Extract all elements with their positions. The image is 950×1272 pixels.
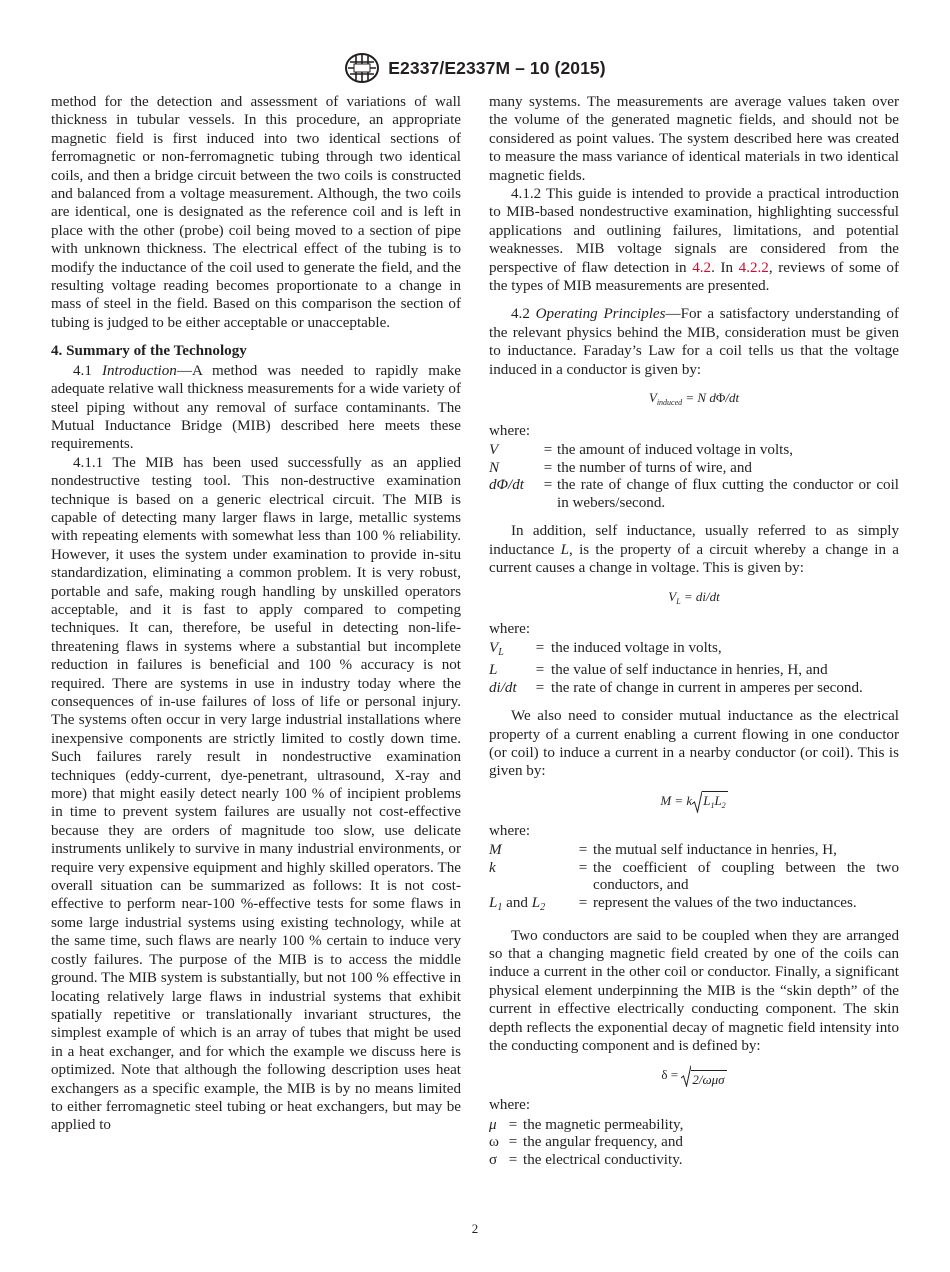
paragraph-self-inductance: In addition, self inductance, usually referred to as simply inductance L, is the property of a circuit whereby a change in a current causes a change in voltage. This is given by: [489, 523, 899, 577]
definition-row: k = the coefficient of coupling between the two conductors, and [489, 859, 899, 894]
definition-row: N = the number of turns of wire, and [489, 459, 752, 476]
left-column [51, 93, 461, 1135]
paragraph-title: Introduction [101, 362, 177, 379]
definitions-mutual-inductance [489, 842, 899, 916]
equation-mutual-inductance: M = k $L_1L_2$ [489, 791, 899, 813]
definition-row: σ = the electrical conductivity. [489, 1151, 683, 1168]
definition-row: L = the value of self inductance in henries, H, and [489, 661, 828, 678]
where-label: where: [489, 822, 531, 839]
definition-row: ω = the angular frequency, and [489, 1134, 683, 1151]
equation-skin-depth: δ = 2/ωμσ [661, 1067, 725, 1088]
section-heading: 4. Summary of the Technology [51, 343, 247, 360]
standard-designation: E2337/E2337M – 10 (2015) [388, 57, 606, 78]
definition-row: di/dt = the rate of change in current in amperes per second. [489, 679, 863, 696]
sqrt-symbol: 2/ωμσ [681, 1065, 726, 1087]
sqrt-symbol: $L_1L_2$ [692, 791, 727, 813]
where-label: where: [489, 1097, 531, 1114]
paragraph-many-systems: many systems. The measurements are average values taken over the volume of the generated magnetic fields, and should not be considered as point values. The system described here was created to measure the mass variance of identical materials in two identical magnetic fields. [489, 94, 899, 184]
where-label: where: [489, 620, 531, 637]
equation-self-inductance: $V_L = di/dt$ [668, 588, 720, 606]
definition-row: μ = the magnetic permeability, [489, 1116, 684, 1133]
paragraph-body: —A method was needed to rapidly make adequate relative wall thickness measurements for a wide variety of steel piping without any removal of surface contaminants. The Mutual Inductance Bridge (MIB) described here meets these requirements. [51, 362, 461, 453]
paragraph-number: 4.1 [73, 362, 92, 379]
equation-faraday: $V_{induced} = N$ dΦ/dt [648, 390, 740, 408]
paragraph-method: method for the detection and assessment of variations of wall thickness in tubular vessels. In this procedure, an appropriate magnetic field is first induced into two identical sections of ferromagnetic or non-ferromagnetic tubing through two identical coils, and then a bridge circuit between the two coils is constructed and balanced from a voltage measurement. Although, the two coils are identical, one is designated as the reference coil and is left in place with the other (probe) coil being moved to a section of pipe with unknown thickness. The electrical effect of the tubing is to modify the inductance of the coil used to generate the field, and the resulting voltage reading becomes proportionate to a change in mass of steel in the field. Based on this comparison the section of tubing is judged to be either acceptable or unacceptable. [51, 94, 461, 331]
paragraph-4-1-1: 4.1.1 The MIB has been used successfully as an applied nondestructive testing tool. This non-destructive examination technique is based on a generic electrical circuit. The MIB is capable of detecting many larger flaws in large, metallic systems with repeating elements with somewhat less than 100 % reliability. However, it uses the system under examination to provide in-situ standardization, eliminating a common problem. It is very robust, portable and safe, making rough handling by unskilled operators acceptable, and it is fast to apply compared to competing techniques. It can, therefore, be useful in detecting non-life-threatening flaws in systems where a substantial but incomplete reduction in failures is beneficial and 100 % accuracy is not required. There are systems in use in industry today where the consequences of in-use failures of loss of life or personal injury. The systems often occur in very large industrial installations where inexpensive components are strictly limited to costly down time. Such failures rarely result in nondestructive examination techniques (eddy-current, dye-penetrant, ultrasound, X-ray and more) that might easily detect nearly 100 % of incipient problems in time to prevent system failures are usually not cost-effective because they are orders of magnitude too slow, use delicate instruments unlikely to survive in many industrial environments, or require very expensive equipment and highly skilled operators. The overall situation can be summarized as follows: It is not cost-effective to perform near-100 %-effective tests for some flaws in some large industrial systems using existing technology, while at the same time, such flaws are nearly 100 % certain to induce very costly failures. The purpose of the MIB is to access the middle ground. The MIB system is substantially, but not 100 % effective in locating relatively large flaws in industrial systems that exhibit spatially repetitive or translationally invariant structures, the simplest example of which is an array of tubes that might be used in a heat exchanger, and for which the example we discuss here is optimized. Note that although the following description uses heat exchangers as a specific example, the MIB is by no means limited to either ferromagnetic steel tubing or heat exchangers, but may be applied to [51, 454, 461, 1134]
definitions-faraday [489, 442, 899, 512]
definition-row: $L_1$ and $L_2$ = represent the values of the two inductances. [489, 894, 857, 913]
paragraph-introduction [51, 362, 461, 454]
page-header [0, 52, 950, 84]
paragraph-4-1-2: 4.1.2 This guide is intended to provide a practical introduction to MIB-based nondestructive examination, highlighting successful applications and outlining failures, limitations, and potential weaknesses. MIB voltage signals are considered from the perspective of flaw detection in 4.2. In 4.2.2, reviews of some of the types of MIB measurements are presented. [489, 186, 899, 295]
link-section-4-2-2[interactable]: 4.2.2 [738, 259, 769, 276]
astm-logo-icon [344, 52, 380, 84]
paragraph-mutual-inductance: We also need to consider mutual inductance as the electrical property of a current enabling a current flowing in one conductor (or coil) to induce a current in a nearby conductor (or coil). This is given by: [489, 708, 899, 780]
paragraph-title: Operating Principles [535, 306, 666, 323]
definition-row: $V_L$ = the induced voltage in volts, [489, 640, 722, 659]
definition-row: V = the amount of induced voltage in volts, [489, 441, 794, 458]
definitions-self-inductance [489, 640, 899, 697]
link-section-4-2[interactable]: 4.2 [692, 259, 712, 276]
paragraph-operating-principles: 4.2 Operating Principles—For a satisfactory understanding of the relevant physics behind the MIB, consideration must be given to inductance. Faraday’s Law for a coil tells us that the voltage induced in a conductor is given by: [489, 306, 899, 378]
right-column [489, 93, 899, 1170]
definition-row: M = the mutual self inductance in henries, H, [489, 842, 837, 859]
page-number: 2 [471, 1221, 479, 1236]
where-label: where: [489, 422, 531, 439]
paragraph-skin-depth: Two conductors are said to be coupled when they are arranged so that a changing magnetic field created by one of the coils can induce a current in the other coil or conductor. Finally, a significant physical element underpinning the MIB is the “skin depth” of the current in effective electrically conducting component. The skin depth reflects the exponential decay of magnetic field intensity into the conducting component and is defined by: [489, 927, 899, 1054]
definition-row: dΦ/dt = the rate of change of flux cutting the conductor or coil in webers/second. [489, 477, 899, 511]
definitions-skin-depth [489, 1117, 899, 1170]
